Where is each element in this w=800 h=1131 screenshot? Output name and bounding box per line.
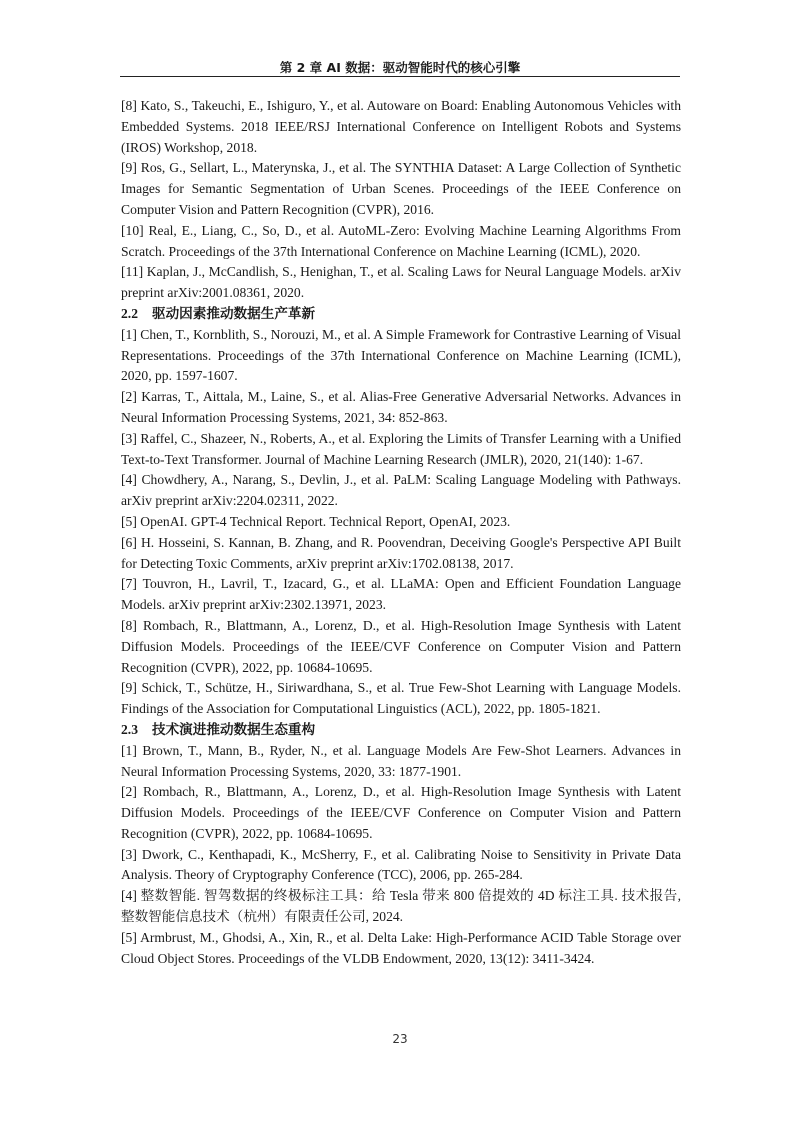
reference-entry: [5] Armbrust, M., Ghodsi, A., Xin, R., et al. Delta Lake: High-Performance ACID Table Storage over Cloud Object Stores. Proceedings of the VLDB Endowment, 2020, 13(12): 3411-3424. [121, 929, 681, 966]
reference-entry: [1] Brown, T., Mann, B., Ryder, N., et al. Language Models Are Few-Shot Learners. Advances in Neural Information Processing Systems, 2020, 33: 1877-1901. [121, 742, 681, 779]
section-title: 驱动因素推动数据生产革新 [152, 305, 316, 322]
reference-entry: [11] Kaplan, J., McCandlish, S., Henighan, T., et al. Scaling Laws for Neural Language Models. arXiv preprint arXiv:2001.08361, 2020. [121, 264, 681, 301]
reference-entry: [4] 整数智能. 智驾数据的终极标注工具：给 Tesla 带来 800 倍提效的 4D 标注工具. 技术报告, 整数智能信息技术（杭州）有限责任公司, 2024. [121, 888, 681, 925]
header-divider [120, 76, 680, 77]
reference-entry: [6] H. Hosseini, S. Kannan, B. Zhang, and R. Poovendran, Deceiving Google's Perspective API Built for Detecting Toxic Comments, arXiv preprint arXiv:1702.08138, 2017. [121, 534, 681, 571]
section-title: 技术演进推动数据生态重构 [152, 721, 316, 738]
reference-entry: [1] Chen, T., Kornblith, S., Norouzi, M., et al. A Simple Framework for Contrastive Learning of Visual Representations. Proceedings of the 37th International Conference on Machine Learning (ICML), 2020, pp. 1597-1607. [121, 326, 681, 384]
reference-entry: [10] Real, E., Liang, C., So, D., et al. AutoML-Zero: Evolving Machine Learning Algorithms From Scratch. Proceedings of the 37th International Conference on Machine Learning (ICML), 2020. [121, 222, 681, 259]
page-number: 23 [392, 1032, 408, 1046]
running-header: 第 2 章 AI 数据：驱动智能时代的核心引擎 [279, 60, 521, 75]
reference-entry: [8] Rombach, R., Blattmann, A., Lorenz, D., et al. High-Resolution Image Synthesis with Latent Diffusion Models. Proceedings of the IEEE/CVF Conference on Computer Vision and Pattern Recognition (CVPR), 2022, pp. 10684-10695. [121, 617, 681, 675]
reference-entry: [4] Chowdhery, A., Narang, S., Devlin, J., et al. PaLM: Scaling Language Modeling with Pathways. arXiv preprint arXiv:2204.02311, 2022. [121, 472, 681, 509]
reference-entry: [3] Dwork, C., Kenthapadi, K., McSherry, F., et al. Calibrating Noise to Sensitivity in Private Data Analysis. Theory of Cryptography Conference (TCC), 2006, pp. 265-284. [121, 846, 681, 883]
section-heading [121, 304, 681, 325]
reference-entry: [9] Schick, T., Schütze, H., Siriwardhana, S., et al. True Few-Shot Learning with Language Models. Findings of the Association for Computational Linguistics (ACL), 2022, pp. 1805-1821. [121, 680, 681, 717]
reference-entry: [8] Kato, S., Takeuchi, E., Ishiguro, Y., et al. Autoware on Board: Enabling Autonomous Vehicles with Embedded Systems. 2018 IEEE/RSJ International Conference on Intelligent Robots and Systems (IROS) Workshop, 2018. [121, 98, 681, 155]
reference-list [121, 96, 681, 969]
section-number: 2.2 [121, 305, 138, 321]
reference-entry: [5] OpenAI. GPT-4 Technical Report. Technical Report, OpenAI, 2023. [121, 513, 511, 529]
reference-entry: [2] Karras, T., Aittala, M., Laine, S., et al. Alias-Free Generative Adversarial Networks. Advances in Neural Information Processing Systems, 2021, 34: 852-863. [121, 389, 681, 425]
reference-entry: [9] Ros, G., Sellart, L., Materynska, J., et al. The SYNTHIA Dataset: A Large Collection of Synthetic Images for Semantic Segmentation of Urban Scenes. Proceedings of the IEEE Conference on Computer Vision and Pattern Recognition (CVPR), 2016. [121, 160, 681, 217]
section-heading [121, 720, 681, 741]
reference-entry: [3] Raffel, C., Shazeer, N., Roberts, A., et al. Exploring the Limits of Transfer Learning with a Unified Text-to-Text Transformer. Journal of Machine Learning Research (JMLR), 2020, 21(140): 1-67. [121, 430, 681, 467]
section-number: 2.3 [121, 721, 138, 737]
reference-entry: [7] Touvron, H., Lavril, T., Izacard, G., et al. LLaMA: Open and Efficient Foundation Language Models. arXiv preprint arXiv:2302.13971, 2023. [121, 576, 681, 613]
reference-entry: [2] Rombach, R., Blattmann, A., Lorenz, D., et al. High-Resolution Image Synthesis with Latent Diffusion Models. Proceedings of the IEEE/CVF Conference on Computer Vision and Pattern Recognition (CVPR), 2022, pp. 10684-10695. [121, 784, 681, 841]
